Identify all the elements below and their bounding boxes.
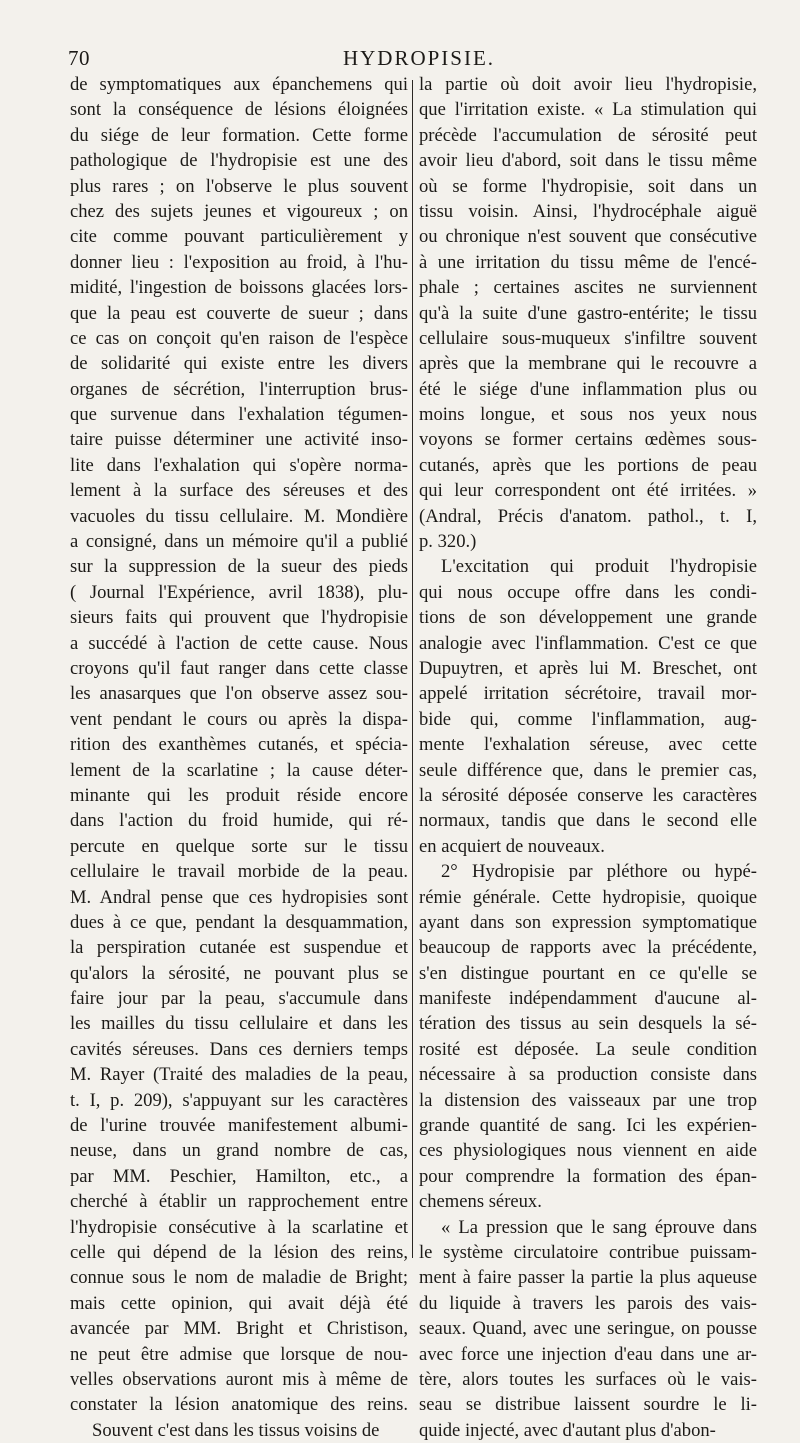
text-line: manifeste indépendamment d'aucune al- — [419, 988, 757, 1010]
text-line: pour comprendre la formation des épan- — [419, 1165, 757, 1187]
text-line: tération des tissus au sein desquels la sé- — [419, 1013, 757, 1035]
text-line: qui leur correspondent ont été irritées. » — [419, 480, 757, 502]
text-line: de solidarité qui existe entre les divers — [70, 353, 408, 375]
text-line: été le siége d'une inflammation plus ou — [419, 378, 757, 400]
text-line: du liquide à travers les parois des vais- — [419, 1292, 757, 1314]
text-line: vacuoles du tissu cellulaire. M. Mondière — [70, 505, 408, 527]
text-line: bide qui, comme l'inflammation, aug- — [419, 708, 757, 730]
text-line: constater la lésion anatomique des reins. — [70, 1394, 408, 1416]
page-header — [68, 44, 770, 74]
running-title: HYDROPISIE. — [342, 46, 496, 70]
text-line: que la peau est couverte de sueur ; dans — [70, 302, 408, 324]
text-line: ayant dans son expression symptomatique — [419, 911, 757, 933]
text-line: rémie générale. Cette hydropisie, quoique — [419, 886, 757, 908]
text-line: ( Journal l'Expérience, avril 1838), plu- — [70, 581, 408, 603]
text-line: celle qui dépend de la lésion des reins, — [70, 1241, 408, 1263]
text-line: ne peut être admise que lorsque de nou- — [70, 1343, 408, 1365]
text-line: percute en quelque sorte sur le tissu — [70, 835, 408, 857]
text-line: après que la membrane qui le recouvre a — [419, 353, 757, 375]
text-line: taire puisse déterminer une activité inso- — [70, 429, 408, 451]
text-line: qu'à la suite d'une gastro-entérite; le tissu — [419, 302, 757, 324]
text-line: t. I, p. 209), s'appuyant sur les caractères — [70, 1089, 408, 1111]
text-line: analogie avec l'inflammation. C'est ce que — [419, 632, 757, 654]
text-line: mente l'exhalation séreuse, avec cette — [419, 734, 757, 756]
text-line: cutanés, après que les portions de peau — [419, 454, 757, 476]
text-line: organes de sécrétion, l'interruption brus- — [70, 378, 408, 400]
text-line: grande quantité de sang. Ici les expérien- — [419, 1115, 757, 1137]
text-line: avoir lieu d'abord, soit dans le tissu même — [419, 150, 757, 172]
text-line: vent pendant le cours ou après la dispa- — [70, 708, 408, 730]
text-line: ces physiologiques nous viennent en aide — [419, 1140, 757, 1162]
text-line: tissu voisin. Ainsi, l'hydrocéphale aiguë — [419, 200, 757, 222]
text-line: seau se distribue laissent sourdre le li- — [419, 1394, 757, 1416]
text-line: où se forme l'hydropisie, soit dans un — [419, 175, 757, 197]
text-line: cite comme pouvant particulièrement y — [70, 226, 408, 248]
text-line: a succédé à l'action de cette cause. Nous — [70, 632, 408, 654]
text-line: pathologique de l'hydropisie est une des — [70, 150, 408, 172]
text-line: de l'urine trouvée manifestement albumi- — [70, 1115, 408, 1137]
text-line: a consigné, dans un mémoire qu'il a publié — [70, 531, 408, 553]
text-line: cherché à établir un rapprochement entre — [70, 1191, 408, 1213]
text-line: par MM. Peschier, Hamilton, etc., a — [70, 1165, 408, 1187]
text-line: plus rares ; on l'observe le plus souvent — [70, 175, 408, 197]
text-line: L'excitation qui produit l'hydropisie — [441, 556, 757, 578]
text-line: velles observations auront mis à même de — [70, 1368, 408, 1390]
text-line: seaux. Quand, avec une seringue, on pousse — [419, 1318, 757, 1340]
text-line: nécessaire à sa production consiste dans — [419, 1064, 757, 1086]
text-line: Dupuytren, et après lui M. Breschet, ont — [419, 657, 757, 679]
text-line: dues à ce que, pendant la desquammation, — [70, 911, 408, 933]
text-line: du siége de leur formation. Cette forme — [70, 124, 408, 146]
text-line: qui nous occupe offre dans les condi- — [419, 581, 757, 603]
text-line: la partie où doit avoir lieu l'hydropisie, — [419, 74, 757, 95]
text-line: phale ; certaines ascites ne surviennent — [419, 277, 757, 299]
page-number: 70 — [68, 46, 90, 70]
text-line: qu'alors la sérosité, ne pouvant plus se — [70, 962, 408, 984]
text-line: rosité est déposée. La seule condition — [419, 1038, 757, 1060]
text-line: cellulaire sous-muqueux s'infiltre souvent — [419, 327, 757, 349]
text-line: ou chronique n'est souvent que consécutive — [419, 226, 757, 248]
text-line: normaux, tandis que dans le second elle — [419, 810, 757, 832]
text-line: p. 320.) — [419, 531, 477, 553]
text-line: la sérosité déposée conserve les caractères — [419, 784, 757, 806]
text-line: que survenue dans l'exhalation tégumen- — [70, 404, 408, 426]
text-line: mais cette opinion, qui avait déjà été — [70, 1292, 408, 1314]
text-line: dans l'action du froid humide, qui ré- — [70, 810, 408, 832]
text-line: ment à faire passer la partie la plus aqueuse — [419, 1267, 757, 1289]
text-line: M. Andral pense que ces hydropisies sont — [70, 886, 408, 908]
text-line: les anasarques que l'on observe assez sou- — [70, 683, 408, 705]
text-line: lite dans l'exhalation qui s'opère norma- — [70, 454, 408, 476]
right-column — [419, 72, 757, 1443]
text-line: chemens séreux. — [419, 1191, 542, 1213]
text-line: avec force une injection d'eau dans une ar- — [419, 1343, 757, 1365]
text-line: moins longue, et sous nos yeux nous — [419, 404, 757, 426]
text-line: la perspiration cutanée est suspendue et — [70, 937, 408, 959]
text-line: sont la conséquence de lésions éloignées — [70, 99, 408, 121]
text-line: la distension des vaisseaux par une trop — [419, 1089, 757, 1111]
text-line: l'hydropisie consécutive à la scarlatine et — [70, 1216, 408, 1238]
text-line: tions de son développement une grande — [419, 607, 757, 629]
text-line: faire jour par la peau, s'accumule dans — [70, 988, 408, 1010]
text-line: M. Rayer (Traité des maladies de la peau, — [70, 1064, 408, 1086]
text-line: appelé irritation sécrétoire, travail mor- — [419, 683, 757, 705]
text-line: donner lieu : l'exposition au froid, à l'hu- — [70, 251, 408, 273]
text-line: le système circulatoire contribue puissam- — [419, 1241, 757, 1263]
text-line: croyons qu'il faut ranger dans cette classe — [70, 657, 408, 679]
text-line: Souvent c'est dans les tissus voisins de — [92, 1419, 380, 1441]
text-line: cavités séreuses. Dans ces derniers temps — [70, 1038, 408, 1060]
text-line: à une irritation du tissu même de l'encé- — [419, 251, 757, 273]
text-line: lement de la scarlatine ; la cause déter- — [70, 759, 408, 781]
text-line: les mailles du tissu cellulaire et dans les — [70, 1013, 408, 1035]
text-line: beaucoup de rapports avec la précédente, — [419, 937, 757, 959]
text-line: précède l'accumulation de sérosité peut — [419, 124, 757, 146]
text-line: avancée par MM. Bright et Christison, — [70, 1318, 408, 1340]
text-line: 2° Hydropisie par pléthore ou hypé- — [441, 861, 757, 883]
text-line: seule différence que, dans le premier cas, — [419, 759, 757, 781]
text-line: tère, alors toutes les surfaces où le vais- — [419, 1368, 757, 1390]
text-line: cellulaire le travail morbide de la peau. — [70, 861, 408, 883]
text-line: que l'irritation existe. « La stimulation qui — [419, 99, 757, 121]
text-line: « La pression que le sang éprouve dans — [441, 1216, 757, 1238]
text-line: quide injecté, avec d'autant plus d'abon- — [419, 1419, 716, 1441]
text-line: ce cas on conçoit qu'en raison de l'espèce — [70, 327, 408, 349]
text-line: neuse, dans un grand nombre de cas, — [70, 1140, 408, 1162]
left-column — [70, 72, 408, 1443]
text-line: sur la suppression de la sueur des pieds — [70, 556, 408, 578]
text-line: midité, l'ingestion de boissons glacées lors- — [70, 277, 408, 299]
text-line: en acquiert de nouveaux. — [419, 835, 605, 857]
text-line: chez des sujets jeunes et vigoureux ; on — [70, 200, 408, 222]
text-line: s'en distingue pourtant en ce qu'elle se — [419, 962, 757, 984]
text-line: voyons se former certains œdèmes sous- — [419, 429, 757, 451]
text-line: sieurs faits qui prouvent que l'hydropisie — [70, 607, 408, 629]
text-line: connue sous le nom de maladie de Bright; — [70, 1267, 408, 1289]
text-line: de symptomatiques aux épanchemens qui — [70, 74, 408, 95]
text-line: lement à la surface des séreuses et des — [70, 480, 408, 502]
text-line: minante qui les produit réside encore — [70, 784, 408, 806]
text-line: rition des exanthèmes cutanés, et spécia- — [70, 734, 408, 756]
text-line: (Andral, Précis d'anatom. pathol., t. I, — [419, 505, 757, 527]
column-divider — [412, 80, 413, 1258]
